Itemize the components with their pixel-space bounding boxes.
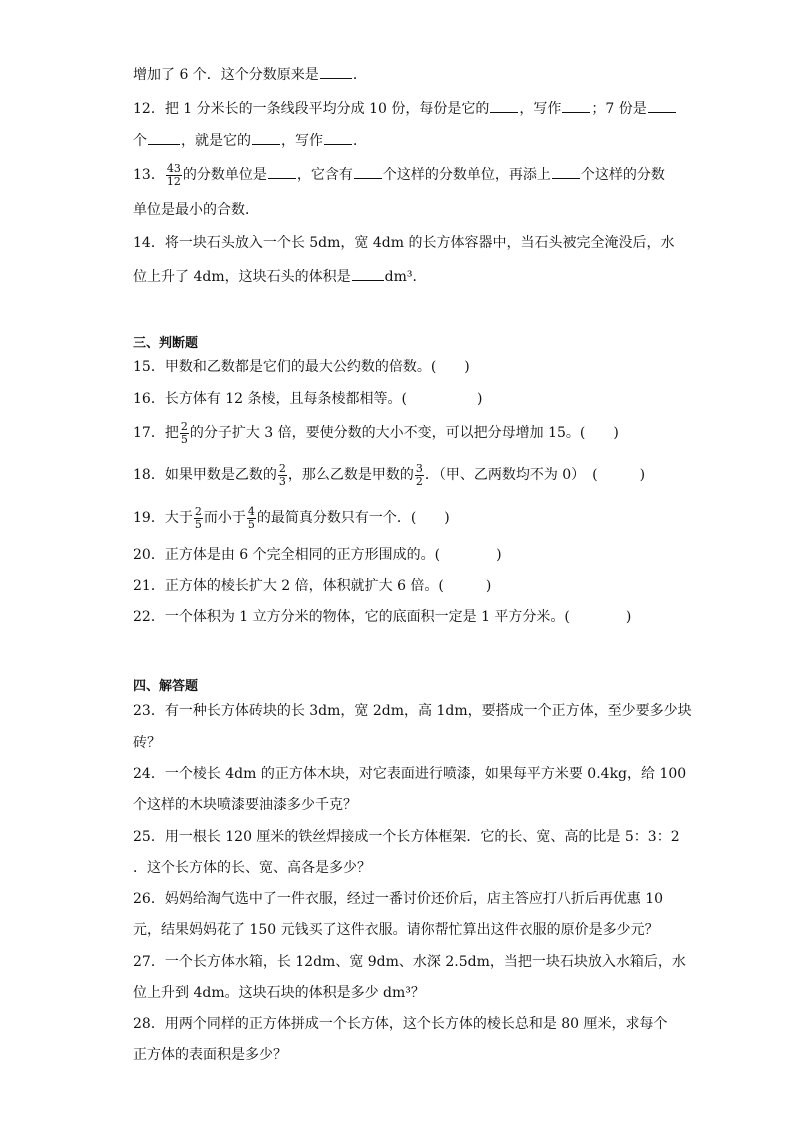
- q23-line1: 23．有一种长方体砖块的长 3dm，宽 2dm，高 1dm，要搭成一个正方体，至少要多少块: [133, 703, 692, 719]
- q26-line2: 元，结果妈妈花了 150 元钱买了这件衣服。请你帮忙算出这件衣服的原价是多少元？: [133, 922, 659, 938]
- q14-line2: 位上升了 4dm，这块石头的体积是 dm³．: [133, 266, 674, 287]
- q23-line2: 砖？: [133, 735, 161, 751]
- fraction-2-5: $\frac{2}{5}$: [194, 504, 202, 531]
- q25-line2: ．这个长方体的长、宽、高各是多少？: [133, 860, 371, 876]
- q24-line2: 个这样的木块喷漆要油漆多少千克？: [133, 797, 357, 813]
- q27-line1: 27．一个长方体水箱，长 12dm、宽 9dm、水深 2.5dm，当把一块石块放入水箱后，水: [133, 954, 686, 970]
- answer-blank[interactable]: [490, 98, 518, 113]
- q12-line1: 12．把 1 分米长的一条线段平均分成 10 份，每份是它的 ，写作 ；7 份是: [133, 98, 674, 119]
- q28-line1: 28．用两个同样的正方体拼成一个长方体，这个长方体的棱长总和是 80 厘米，求每个: [133, 1016, 668, 1032]
- fraction-3-2: $\frac{3}{2}$: [415, 461, 423, 488]
- answer-blank[interactable]: [252, 130, 280, 145]
- section-title-judgement: 三、判断题: [133, 336, 199, 351]
- q27-line2: 位上升到 4dm。这块石块的体积是多少 dm³？: [133, 985, 425, 1001]
- answer-blank[interactable]: [268, 164, 296, 179]
- answer-blank[interactable]: [324, 130, 352, 145]
- q11-continuation: 增加了 6 个．这个分数原来是 ．: [133, 64, 674, 85]
- q15: 15．甲数和乙数都是它们的最大公约数的倍数。( ): [133, 359, 470, 375]
- answer-blank[interactable]: [354, 164, 382, 179]
- q14-line1: 14．将一块石头放入一个长 5dm，宽 4dm 的长方体容器中，当石头被完全淹没后，水: [133, 235, 675, 251]
- q22: 22．一个体积为 1 立方分米的物体，它的底面积一定是 1 平方分米。( ): [133, 609, 632, 625]
- q17: 17．把 $\frac{2}{5}$ 的分子扩大 3 倍，要使分数的大小不变，可以把分母增加 15。( ): [133, 419, 619, 446]
- q25-line1: 25．用一根长 120 厘米的铁丝焊接成一个长方体框架．它的长、宽、高的比是 5：3：2: [133, 829, 680, 845]
- q21: 21．正方体的棱长扩大 2 倍，体积就扩大 6 倍。( ): [133, 578, 492, 594]
- q13-line1: 13． $\frac{43}{12}$ 的分数单位是 ，它含有 个这样的分数单位，再添上 个这样的分数: [133, 161, 665, 188]
- q13-line2: 单位是最小的合数．: [133, 202, 259, 218]
- section-title-solve: 四、解答题: [133, 679, 199, 694]
- fraction-2-5: $\frac{2}{5}$: [180, 419, 188, 446]
- q19: 19．大于 $\frac{2}{5}$ 而小于 $\frac{4}{5}$ 的最简真分数只有一个．( ): [133, 504, 450, 531]
- answer-blank[interactable]: [320, 64, 352, 79]
- answer-blank[interactable]: [552, 164, 580, 179]
- answer-blank[interactable]: [562, 98, 590, 113]
- fraction-4-5: $\frac{4}{5}$: [247, 504, 255, 531]
- answer-blank[interactable]: [352, 266, 384, 281]
- q26-line1: 26．妈妈给淘气选中了一件衣服，经过一番讨价还价后，店主答应打八折后再优惠 10: [133, 891, 664, 907]
- q24-line1: 24．一个棱长 4dm 的正方体木块，对它表面进行喷漆，如果每平方米要 0.4kg，给 100: [133, 766, 687, 782]
- q28-line2: 正方体的表面积是多少？: [133, 1047, 287, 1063]
- answer-blank[interactable]: [648, 98, 676, 113]
- q12-line2: 个 ，就是它的 ，写作 ．: [133, 130, 674, 151]
- q18: 18．如果甲数是乙数的 $\frac{2}{3}$ ，那么乙数是甲数的 $\frac{3}{2}$ ．（甲、乙两数均不为 0） ( ): [133, 461, 646, 488]
- q16: 16．长方体有 12 条棱，且每条棱都相等。( ): [133, 391, 483, 407]
- fraction-2-3: $\frac{2}{3}$: [278, 461, 286, 488]
- fraction-43-12: $\frac{43}{12}$: [166, 161, 181, 188]
- q20: 20．正方体是由 6 个完全相同的正方形围成的。( ): [133, 547, 502, 563]
- answer-blank[interactable]: [148, 130, 180, 145]
